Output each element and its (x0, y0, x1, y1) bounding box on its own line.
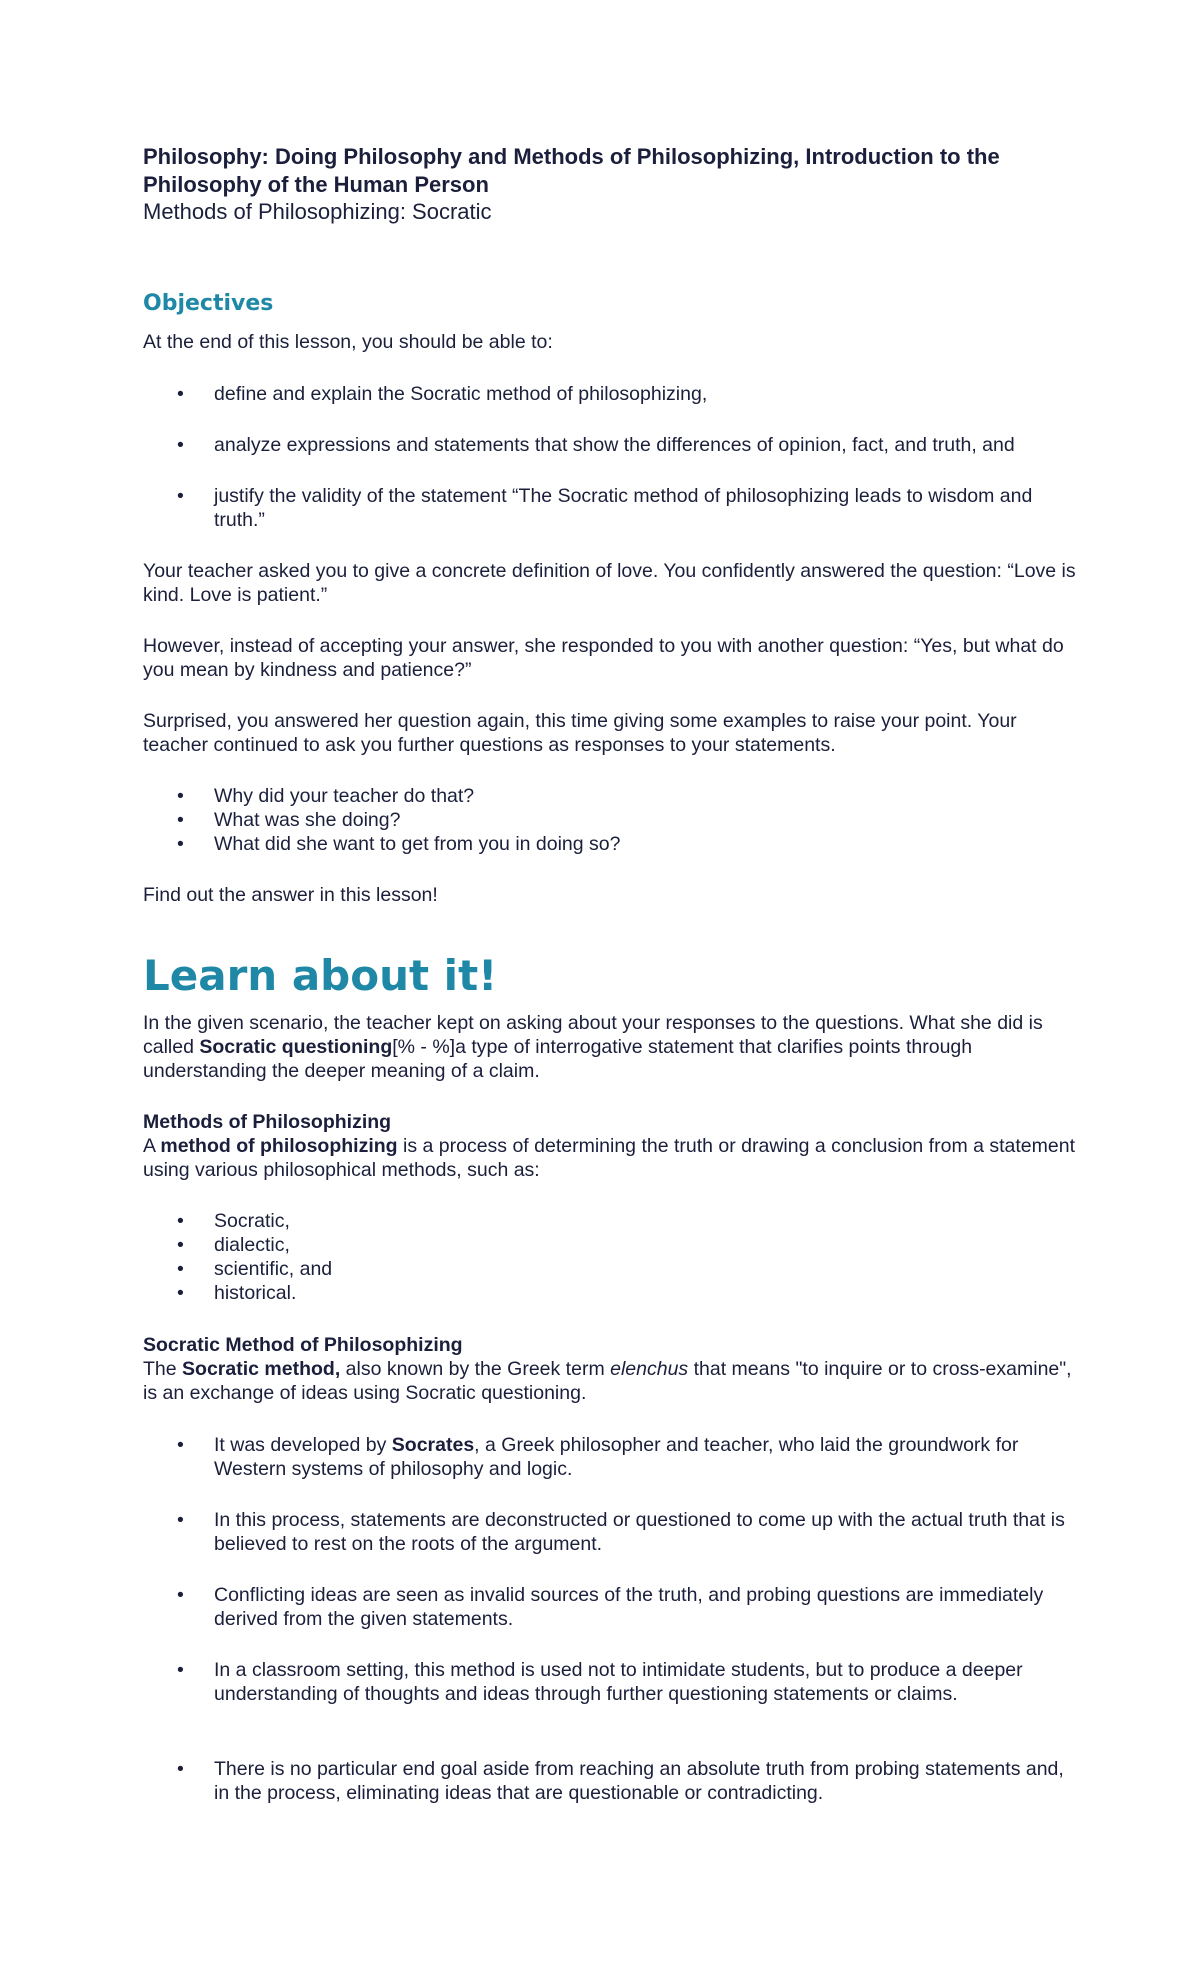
list-item: • What was she doing? (143, 808, 1078, 832)
list-item: • justify the validity of the statement “The Socratic method of philosophizing leads to wisdom and truth.” (143, 484, 1078, 532)
list-item: • What did she want to get from you in doing so? (143, 832, 1078, 856)
scenario-paragraph: Your teacher asked you to give a concrete definition of love. You confidently answered the question: “Love is kind. Love is patient.” (143, 560, 1076, 606)
list-item: • define and explain the Socratic method of philosophizing, (143, 382, 1078, 406)
methods-list (143, 1209, 1078, 1305)
document-subtitle: Methods of Philosophizing: Socratic (143, 199, 492, 224)
socratic-list (143, 1508, 1078, 1556)
socratic-list (143, 1583, 1078, 1631)
objectives-list (143, 382, 1078, 406)
list-item: • Socratic, (143, 1209, 1078, 1233)
list-item: • analyze expressions and statements that show the differences of opinion, fact, and truth, and (143, 433, 1078, 457)
list-item: • dialectic, (143, 1233, 1078, 1257)
socratic-list (143, 1433, 1078, 1481)
methods-text-part: A (143, 1135, 161, 1157)
socratic-heading: Socratic Method of Philosophizing (143, 1334, 463, 1356)
closing-text: Find out the answer in this lesson! (143, 884, 438, 906)
list-item (143, 1433, 1078, 1481)
list-item: • Why did your teacher do that? (143, 784, 1078, 808)
list-item-text: , a Greek philosopher and teacher, who laid the groundwork for Western systems of philosophy and logic. (214, 1434, 1019, 1480)
learn-intro (143, 1011, 1078, 1083)
list-item: • In a classroom setting, this method is used not to intimidate students, but to produce a deeper understanding of thoughts and ideas through further questioning statements or claims. (143, 1658, 1078, 1706)
methods-text (143, 1134, 1078, 1182)
scenario-paragraph: Surprised, you answered her question again, this time giving some examples to raise your point. Your teacher continued to ask you further questions as responses to your statements. (143, 710, 1017, 756)
methods-text-part: is a process of determining the truth or drawing a conclusion from a statement using various philosophical methods, such as: (143, 1135, 1075, 1181)
learn-heading: Learn about it! (143, 951, 498, 1000)
socratic-text (143, 1357, 1078, 1405)
learn-intro-text: In the given scenario, the teacher kept on asking about your responses to the questions. What she did is called (143, 1012, 1043, 1058)
objectives-list (143, 484, 1078, 532)
methods-term: method of philosophizing (160, 1135, 398, 1157)
scenario-paragraph: However, instead of accepting your answer, she responded to you with another question: “Yes, but what do you mean by kindness and patience?” (143, 635, 1064, 681)
socratic-text-part: The (143, 1358, 183, 1380)
greek-term: elenchus (610, 1358, 689, 1380)
objectives-intro: At the end of this lesson, you should be able to: (143, 331, 553, 353)
objectives-list (143, 433, 1078, 457)
list-item-text: It was developed by (214, 1434, 392, 1456)
methods-heading: Methods of Philosophizing (143, 1111, 392, 1133)
list-item: • Conflicting ideas are seen as invalid sources of the truth, and probing questions are immediately derived from the given statements. (143, 1583, 1078, 1631)
questions-list (143, 784, 1078, 856)
learn-intro-term: Socratic questioning (199, 1036, 393, 1058)
socratic-list (143, 1658, 1078, 1706)
socratic-list (143, 1757, 1078, 1805)
objectives-heading: Objectives (143, 291, 274, 316)
socratic-text-part: that means "to inquire or to cross-examine", is an exchange of ideas using Socratic questioning. (143, 1358, 1072, 1404)
socratic-term: Socratic method, (182, 1358, 341, 1380)
learn-intro-text: [% - %]a type of interrogative statement that clarifies points through understanding the deeper meaning of a claim. (143, 1036, 973, 1082)
list-item: • In this process, statements are deconstructed or questioned to come up with the actual truth that is believed to rest on the roots of the argument. (143, 1508, 1078, 1556)
list-item: • scientific, and (143, 1257, 1078, 1281)
list-item: • historical. (143, 1281, 1078, 1305)
socrates-name: Socrates (391, 1434, 475, 1456)
socratic-text-part: also known by the Greek term (340, 1358, 611, 1380)
list-item: • There is no particular end goal aside from reaching an absolute truth from probing statements and, in the process, eliminating ideas that are questionable or contradicting. (143, 1757, 1078, 1805)
document-title: Philosophy: Doing Philosophy and Methods of Philosophizing, Introduction to the Philosophy of the Human Person (143, 144, 1000, 197)
